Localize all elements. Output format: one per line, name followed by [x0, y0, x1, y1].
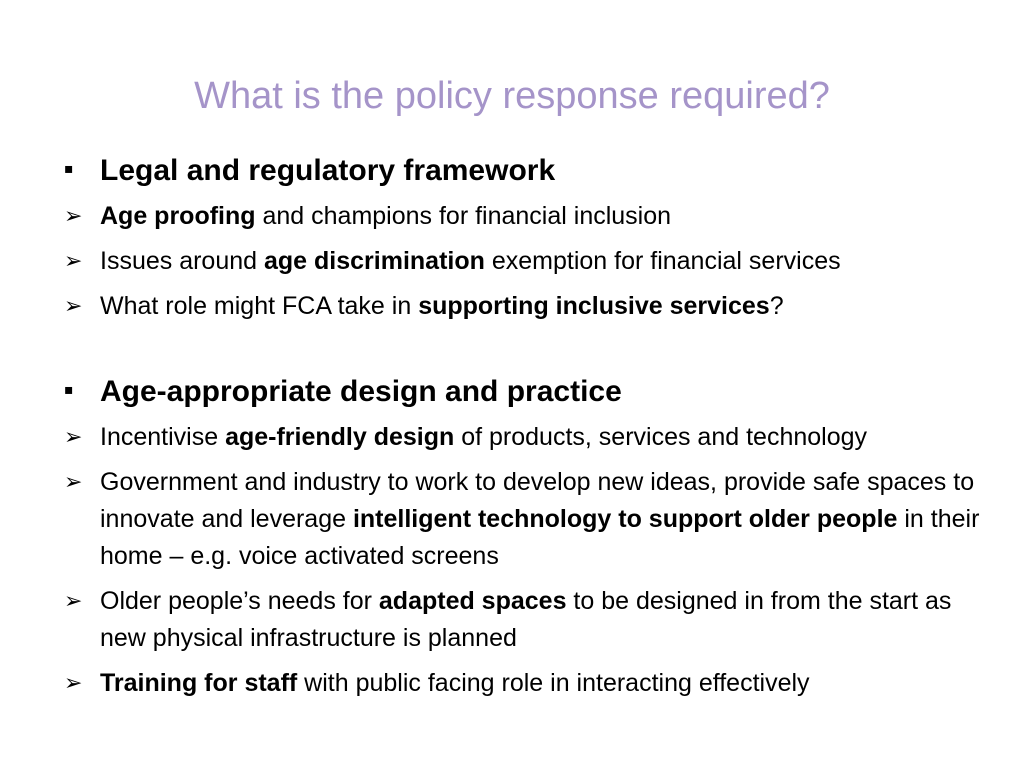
section-heading-design — [62, 371, 982, 413]
point-text: What role might FCA take in — [100, 292, 419, 320]
point-text: Older people’s needs for — [100, 587, 379, 615]
arrow-bullet-icon: ➢ — [64, 425, 83, 450]
point-emphasis: supporting inclusive services — [418, 292, 770, 320]
square-bullet-icon: ▪ — [64, 382, 74, 398]
list-item — [62, 288, 982, 325]
point-text: with public facing role in interacting effectively — [297, 669, 810, 697]
arrow-bullet-icon: ➢ — [64, 589, 83, 614]
point-emphasis: Training for staff — [100, 669, 298, 697]
point-text: of products, services and technology — [454, 423, 868, 451]
point-emphasis: adapted spaces — [378, 587, 567, 615]
list-item — [62, 198, 982, 235]
point-text: ? — [769, 292, 784, 320]
list-item — [62, 243, 982, 280]
list-item — [62, 419, 982, 456]
slide-body — [62, 150, 982, 710]
list-item — [62, 583, 982, 657]
point-text: Incentivise — [100, 423, 226, 451]
arrow-bullet-icon: ➢ — [64, 249, 83, 274]
list-item — [62, 665, 982, 702]
list-item — [62, 464, 982, 575]
point-text: exemption for financial services — [484, 247, 841, 275]
point-text: and champions for financial inclusion — [255, 202, 672, 230]
section-heading-text: Age-appropriate design and practice — [100, 375, 622, 408]
arrow-bullet-icon: ➢ — [64, 294, 83, 319]
point-text: to be designed in from the start as new physical infrastructure is planned — [100, 587, 952, 652]
section-spacer — [62, 333, 982, 371]
point-emphasis: Age proofing — [100, 202, 256, 230]
point-text: Issues around — [100, 247, 264, 275]
point-text: Government and industry to work to develop new ideas, provide safe spaces to innovate and leverage — [100, 468, 975, 533]
point-text: in their home – e.g. voice activated screens — [100, 505, 980, 570]
slide-title: What is the policy response required? — [194, 75, 830, 117]
section-heading-text: Legal and regulatory framework — [100, 154, 556, 187]
point-emphasis: age discrimination — [264, 247, 485, 275]
section-heading-legal — [62, 150, 982, 192]
point-emphasis: intelligent technology to support older people — [352, 505, 898, 533]
square-bullet-icon: ▪ — [64, 161, 74, 177]
arrow-bullet-icon: ➢ — [64, 204, 83, 229]
point-emphasis: age-friendly design — [225, 423, 455, 451]
arrow-bullet-icon: ➢ — [64, 470, 83, 495]
arrow-bullet-icon: ➢ — [64, 671, 83, 696]
